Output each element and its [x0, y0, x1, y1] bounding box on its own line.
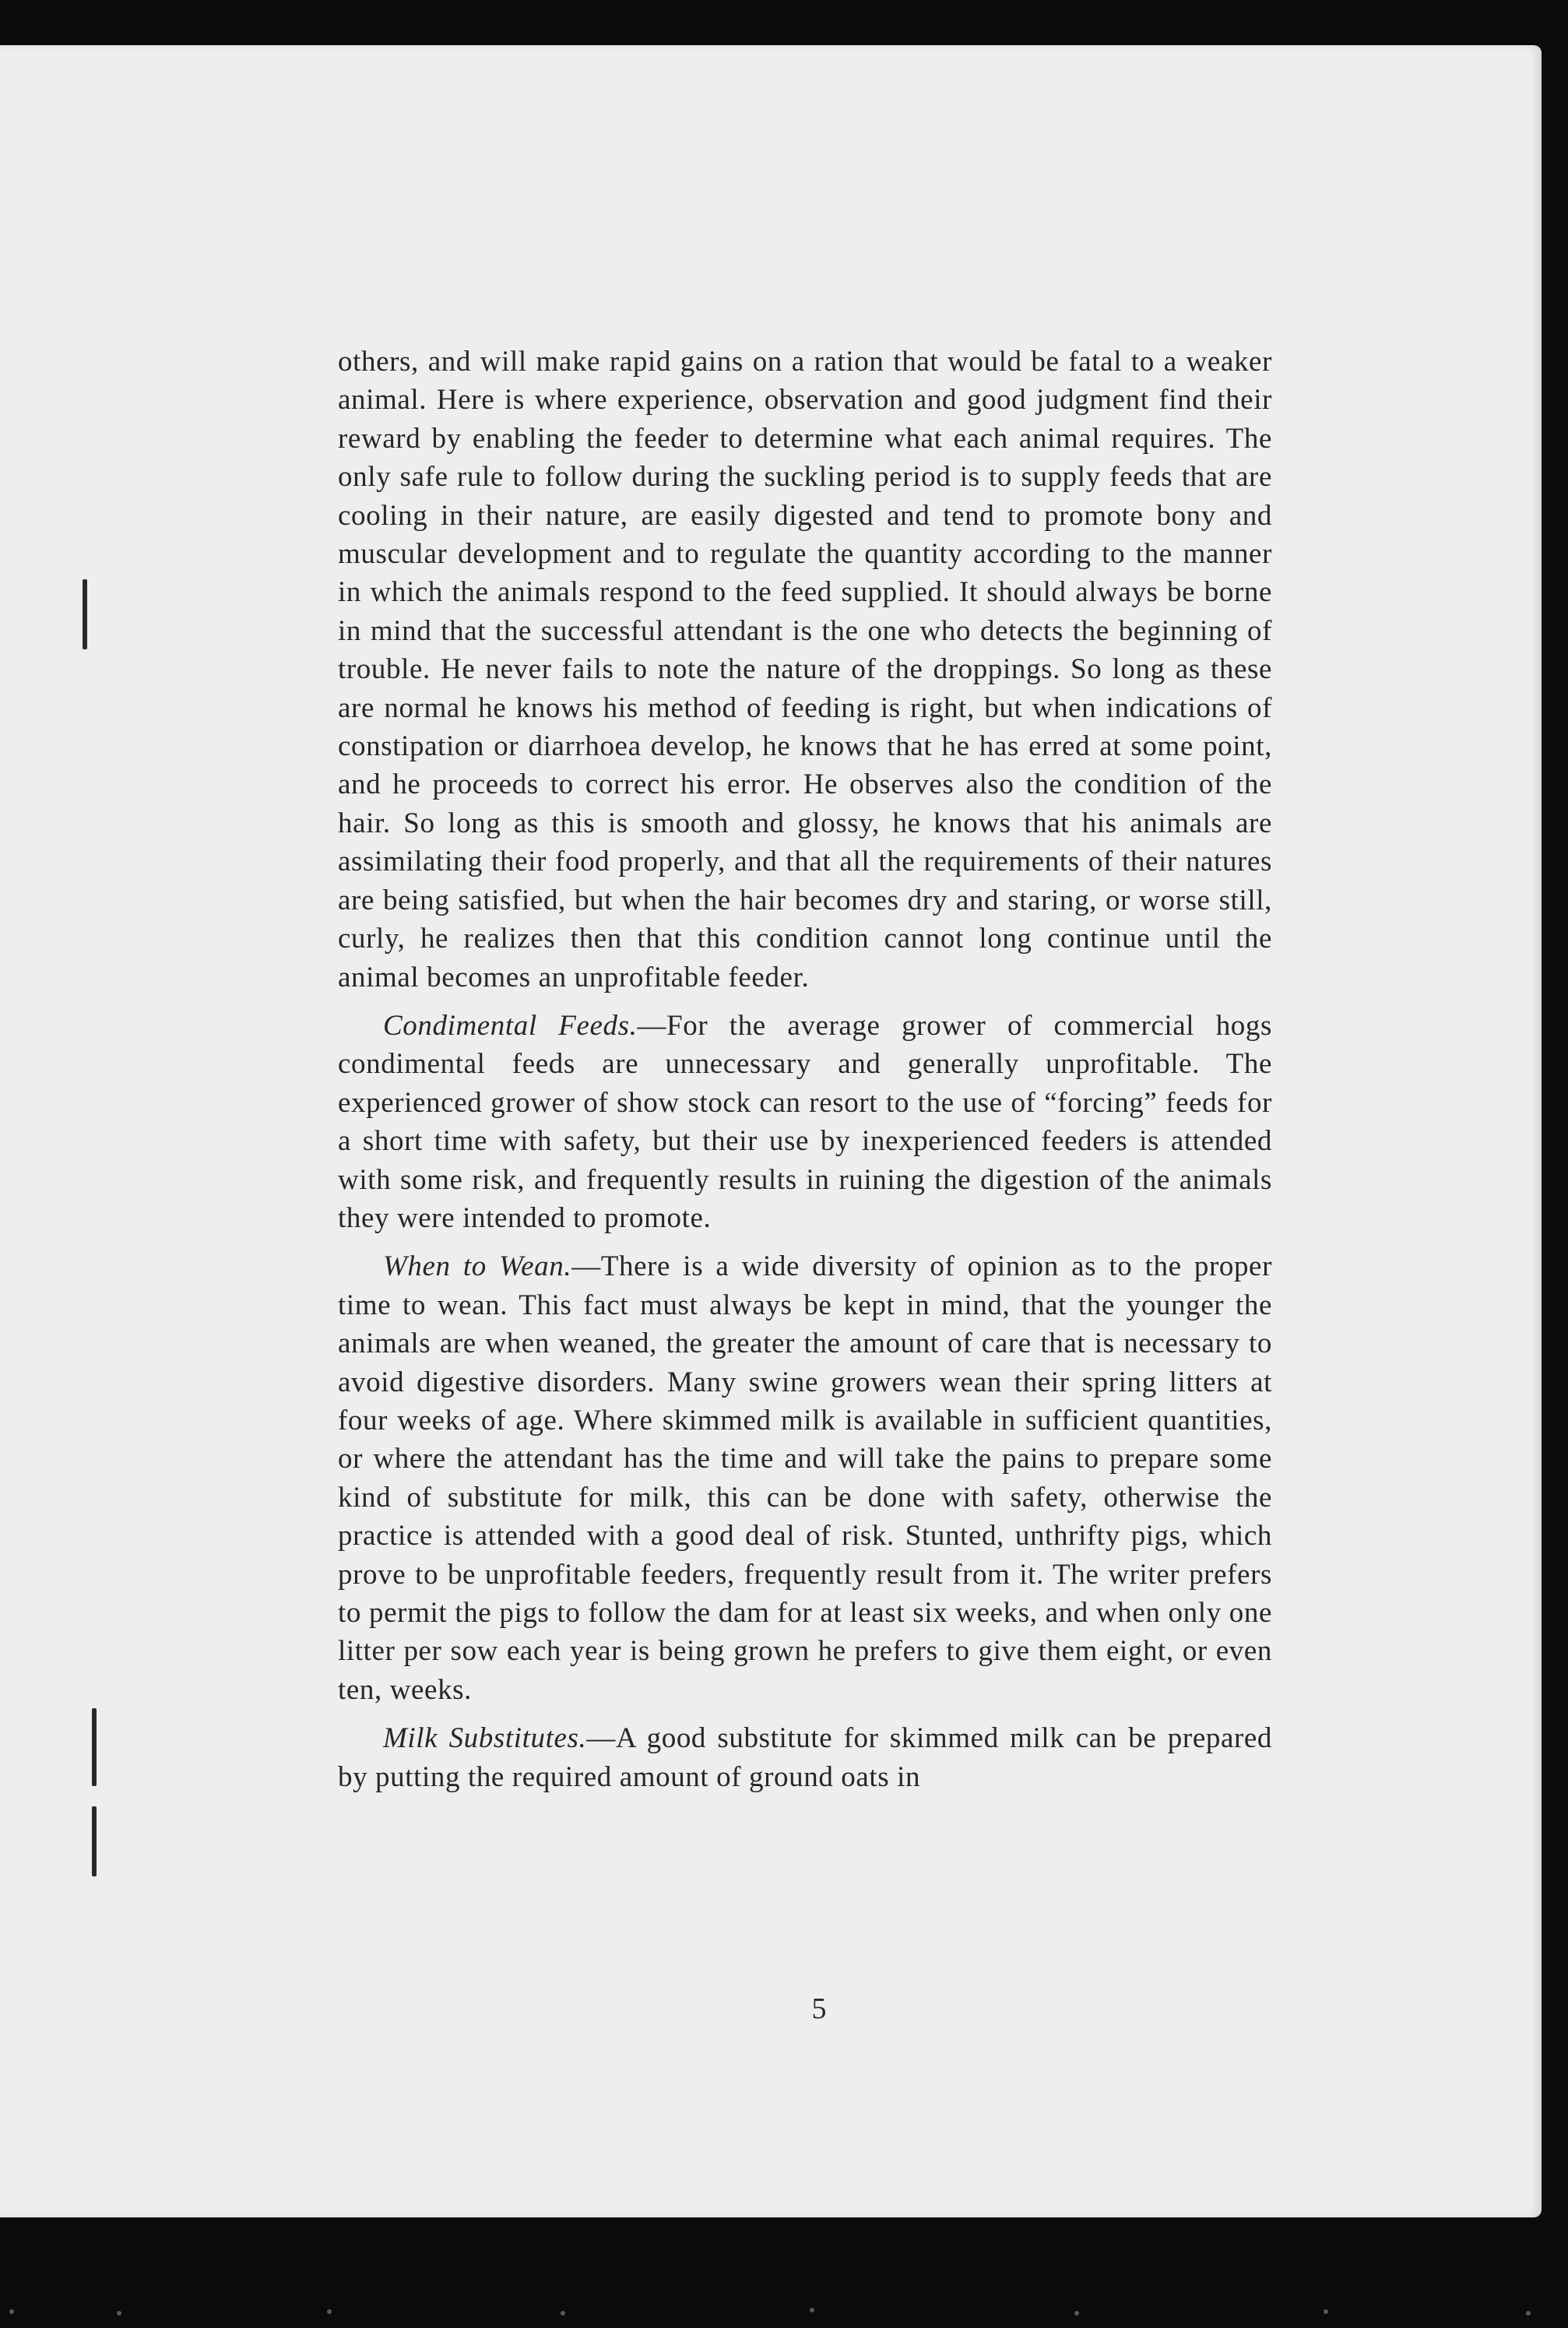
- scan-speck: [117, 2311, 121, 2316]
- paragraph-text: —For the average grower of commercial hogs condimental feeds are unnecessary and generally unprofitable. The experienced grower of show stock can resort to the use of “forcing” feeds for a short time with safety, but their use by inexperienced feeders is attended with some risk, and frequently results in ruining the digestion of the animals they were intended to promote.: [338, 1009, 1272, 1234]
- binding-mark-top: [83, 579, 87, 649]
- paragraph-when-to-wean: [338, 1247, 1272, 1709]
- scan-speck: [561, 2311, 565, 2316]
- paragraph-text: —There is a wide diversity of opinion as to the proper time to wean. This fact must always be kept in mind, that the younger the animals are when weaned, the greater the amount of care that is necessary to avoid digestive disorders. Many swine growers wean their spring litters at four weeks of age. Where skimmed milk is available in sufficient quantities, or where the attendant has the time and will take the pains to prepare some kind of substitute for milk, this can be done with safety, otherwise the practice is attended with a good deal of risk. Stunted, unthrifty pigs, which prove to be unprofitable feeders, frequently result from it. The writer prefers to permit the pigs to follow the dam for at least six weeks, and when only one litter per sow each year is being grown he prefers to give them eight, or even ten, weeks.: [338, 1250, 1273, 1706]
- scan-speck: [1074, 2311, 1079, 2316]
- scan-speck: [1526, 2311, 1531, 2316]
- paragraph-heading: When to Wean.: [383, 1250, 572, 1283]
- paragraph-milk-substitutes: [338, 1719, 1272, 1796]
- book-page: [0, 45, 1542, 2217]
- paragraph-condimental-feeds: [338, 1007, 1272, 1237]
- paragraph-text: others, and will make rapid gains on a ration that would be fatal to a weaker animal. Here is where experience, observation and good judgment find their reward by enabling the feeder to determine what each animal requires. The only safe rule to follow during the suckling period is to supply feeds that are cooling in their nature, are easily digested and tend to promote bony and muscular development and to regulate the quantity according to the manner in which the animals respond to the feed supplied. It should always be borne in mind that the successful attendant is the one who detects the beginning of trouble. He never fails to note the nature of the droppings. So long as these are normal he knows his method of feeding is right, but when indications of constipation or diarrhoea develop, he knows that he has erred at some point, and he proceeds to correct his error. He observes also the condition of the hair. So long as this is smooth and glossy, he knows that his animals are assimilating their food properly, and that all the requirements of their natures are being satisfied, but when the hair becomes dry and staring, or worse still, curly, he realizes then that this condition cannot long continue until the animal becomes an unprofitable feeder.: [338, 346, 1272, 993]
- paragraph-heading: Milk Substitutes.: [383, 1722, 587, 1755]
- paragraph-continuation: [338, 343, 1272, 997]
- binding-mark-middle: [92, 1708, 97, 1786]
- scan-speck: [327, 2309, 332, 2314]
- page-number: 5: [811, 1992, 827, 2025]
- scan-speck: [1324, 2309, 1328, 2314]
- binding-mark-bottom: [92, 1806, 97, 1876]
- paragraph-text: —A good substitute for skimmed milk can be prepared by putting the required amount of ground oats in: [338, 1722, 1273, 1793]
- scan-speck: [9, 2309, 14, 2314]
- scan-speck: [810, 2308, 814, 2312]
- body-text: [338, 343, 1272, 1806]
- paragraph-heading: Condimental Feeds.: [383, 1009, 638, 1042]
- scan-specks: [0, 2300, 1568, 2323]
